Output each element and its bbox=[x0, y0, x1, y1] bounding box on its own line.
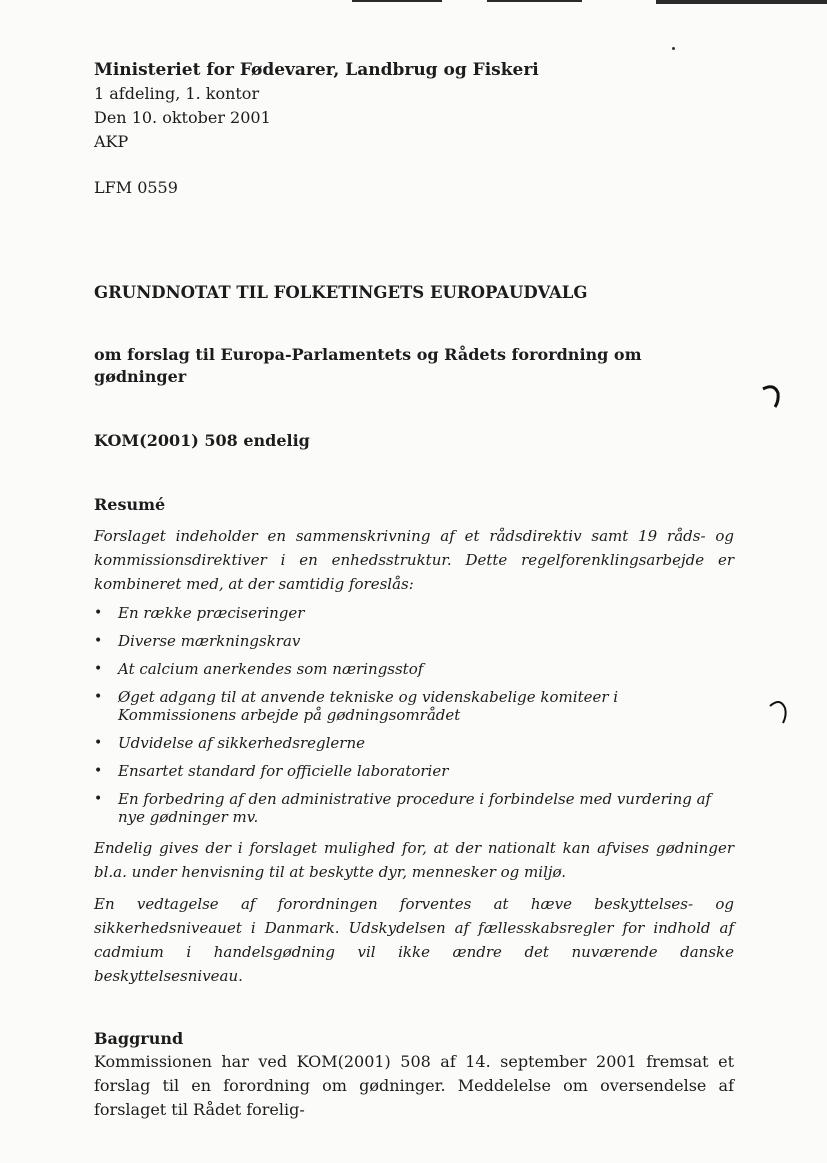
list-item: • En forbedring af den administrative procedure i forbindelse med vurdering af nye gødninger mv. bbox=[94, 790, 712, 826]
resume-bullet-list bbox=[94, 604, 734, 826]
resume-heading: Resumé bbox=[94, 495, 166, 514]
list-item: • Diverse mærkningskrav bbox=[94, 632, 301, 650]
department: 1 afdeling, 1. kontor bbox=[94, 84, 260, 103]
document-date: Den 10. oktober 2001 bbox=[94, 108, 271, 127]
document-title: GRUNDNOTAT TIL FOLKETINGETS EUROPAUDVALG bbox=[94, 283, 588, 302]
resume-paragraph-2: En vedtagelse af forordningen forventes at hæve beskyttelses- og sikkerhedsniveauet i Danmark. Udskydelsen af fællesskabsregler for indhold af cadmium i handelsgødning vil ikke ændre det nuværende danske beskyttelsesniveau. bbox=[94, 895, 734, 985]
punch-hole-mark bbox=[768, 698, 790, 724]
document-body bbox=[94, 58, 734, 1122]
baggrund-heading: Baggrund bbox=[94, 1029, 184, 1048]
ministry-name: Ministeriet for Fødevarer, Landbrug og Fiskeri bbox=[94, 60, 539, 80]
scan-mark bbox=[352, 0, 442, 2]
list-item: • En række præciseringer bbox=[94, 604, 305, 622]
resume-paragraph-1: Endelig gives der i forslaget mulighed for, at der nationalt kan afvises gødninger bl.a. under henvisning til at beskytte dyr, mennesker og miljø. bbox=[94, 839, 734, 881]
list-item: • Ensartet standard for officielle laboratorier bbox=[94, 762, 449, 780]
scan-speck bbox=[672, 47, 675, 50]
list-item: • Udvidelse af sikkerhedsreglerne bbox=[94, 734, 365, 752]
kom-reference: KOM(2001) 508 endelig bbox=[94, 431, 310, 450]
initials: AKP bbox=[94, 132, 129, 151]
baggrund-paragraph: Kommissionen har ved KOM(2001) 508 af 14. september 2001 fremsat et forslag til en forordning om gødninger. Meddelelse om oversendelse af forslaget til Rådet forelig- bbox=[94, 1052, 734, 1119]
list-item: • At calcium anerkendes som næringsstof bbox=[94, 660, 424, 678]
punch-hole-mark bbox=[760, 383, 782, 409]
resume-intro: Forslaget indeholder en sammenskrivning af et rådsdirektiv samt 19 råds- og kommissionsdirektiver i en enhedsstruktur. Dette regelforenklingsarbejde er kombineret med, at der samtidig foreslås: bbox=[94, 527, 734, 593]
scan-mark bbox=[656, 0, 827, 4]
scan-mark bbox=[487, 0, 582, 2]
document-subtitle: om forslag til Europa-Parlamentets og Rådets forordning om gødninger bbox=[94, 345, 642, 386]
list-item: • Øget adgang til at anvende tekniske og videnskabelige komiteer i Kommissionens arbejde på gødningsområdet bbox=[94, 688, 619, 724]
reference-number: LFM 0559 bbox=[94, 178, 178, 197]
